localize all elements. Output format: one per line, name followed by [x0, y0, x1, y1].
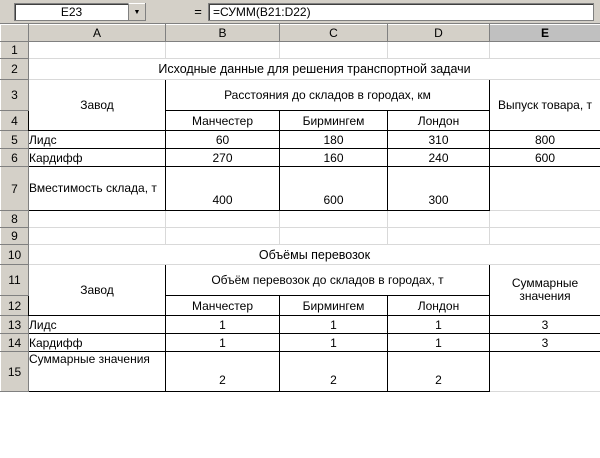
- cell-title-1[interactable]: Исходные данные для решения транспортной задачи: [29, 59, 600, 80]
- cell-d14-volume[interactable]: 1: [388, 334, 490, 352]
- cell-a11-header-factory[interactable]: Завод: [29, 265, 166, 316]
- cell-c5-distance[interactable]: 180: [280, 131, 388, 149]
- column-header-row: [1, 25, 600, 42]
- cell-e13-total[interactable]: 3: [490, 316, 600, 334]
- column-header-e[interactable]: E: [490, 25, 600, 42]
- cell-c12-city-birmingham[interactable]: Бирмингем: [280, 296, 388, 316]
- row-header-11[interactable]: 11: [1, 265, 29, 296]
- row-header-1[interactable]: 1: [1, 42, 29, 59]
- row-header-10[interactable]: 10: [1, 245, 29, 265]
- table-row: [1, 352, 600, 392]
- cell-d15-total[interactable]: 2: [388, 352, 490, 392]
- cell-a14-factory-name[interactable]: Кардифф: [29, 334, 166, 352]
- table-row: [1, 131, 600, 149]
- cell-e8[interactable]: [490, 211, 600, 228]
- row-header-4[interactable]: 4: [1, 111, 29, 131]
- row-header-15[interactable]: 15: [1, 352, 29, 392]
- table-row: [1, 334, 600, 352]
- cell-b4-city-manchester[interactable]: Манчестер: [166, 111, 280, 131]
- cell-e6-output[interactable]: 600: [490, 149, 600, 167]
- cell-b3-header-distance[interactable]: Расстояния до складов в городах, км: [166, 80, 490, 111]
- row-header-2[interactable]: 2: [1, 59, 29, 80]
- cell-c14-volume[interactable]: 1: [280, 334, 388, 352]
- table-row: [1, 42, 600, 59]
- cell-b7-capacity[interactable]: 400: [166, 167, 280, 211]
- cell-a5-factory-name[interactable]: Лидс: [29, 131, 166, 149]
- equals-icon[interactable]: =: [194, 4, 202, 19]
- cell-b6-distance[interactable]: 270: [166, 149, 280, 167]
- table-row: [1, 167, 600, 211]
- cell-d12-city-london[interactable]: Лондон: [388, 296, 490, 316]
- cell-a6-factory-name[interactable]: Кардифф: [29, 149, 166, 167]
- name-box[interactable]: [14, 3, 146, 21]
- row-header-3[interactable]: 3: [1, 80, 29, 111]
- cell-b15-total[interactable]: 2: [166, 352, 280, 392]
- cell-a1[interactable]: [29, 42, 166, 59]
- cell-b1[interactable]: [166, 42, 280, 59]
- cell-a13-factory-name[interactable]: Лидс: [29, 316, 166, 334]
- cell-d6-distance[interactable]: 240: [388, 149, 490, 167]
- cell-d9[interactable]: [388, 228, 490, 245]
- table-row: [1, 245, 600, 265]
- row-header-13[interactable]: 13: [1, 316, 29, 334]
- cell-c15-total[interactable]: 2: [280, 352, 388, 392]
- cell-e11-header-total[interactable]: Суммарные значения: [490, 265, 600, 316]
- formula-input[interactable]: =СУММ(B21:D22): [208, 3, 594, 21]
- name-box-value: E23: [60, 4, 83, 19]
- table-row: [1, 228, 600, 245]
- row-header-7[interactable]: 7: [1, 167, 29, 211]
- cell-d5-distance[interactable]: 310: [388, 131, 490, 149]
- row-header-8[interactable]: 8: [1, 211, 29, 228]
- cell-d8[interactable]: [388, 211, 490, 228]
- cell-e7[interactable]: [490, 167, 600, 211]
- row-header-14[interactable]: 14: [1, 334, 29, 352]
- cell-c1[interactable]: [280, 42, 388, 59]
- cell-b12-city-manchester[interactable]: Манчестер: [166, 296, 280, 316]
- select-all-corner[interactable]: [1, 25, 29, 42]
- cell-c8[interactable]: [280, 211, 388, 228]
- cell-e3-header-output[interactable]: Выпуск товара, т: [490, 80, 600, 131]
- cell-e14-total[interactable]: 3: [490, 334, 600, 352]
- cell-b9[interactable]: [166, 228, 280, 245]
- cell-c9[interactable]: [280, 228, 388, 245]
- cell-b5-distance[interactable]: 60: [166, 131, 280, 149]
- cell-a9[interactable]: [29, 228, 166, 245]
- cell-a7-capacity-label[interactable]: Вместимость склада, т: [29, 167, 166, 211]
- table-row: [1, 80, 600, 111]
- cell-b11-header-volume[interactable]: Объём перевозок до складов в городах, т: [166, 265, 490, 296]
- row-header-5[interactable]: 5: [1, 131, 29, 149]
- column-header-b[interactable]: B: [166, 25, 280, 42]
- cell-a3-header-factory[interactable]: Завод: [29, 80, 166, 131]
- table-row: [1, 265, 600, 296]
- cell-d13-volume[interactable]: 1: [388, 316, 490, 334]
- cell-b14-volume[interactable]: 1: [166, 334, 280, 352]
- table-row: [1, 149, 600, 167]
- cell-c6-distance[interactable]: 160: [280, 149, 388, 167]
- column-header-c[interactable]: C: [280, 25, 388, 42]
- cell-d4-city-london[interactable]: Лондон: [388, 111, 490, 131]
- table-row: [1, 316, 600, 334]
- column-header-a[interactable]: A: [29, 25, 166, 42]
- cell-a15-totals-label[interactable]: Суммарные значения: [29, 352, 166, 392]
- spreadsheet-grid[interactable]: [0, 24, 600, 392]
- cell-e15[interactable]: [490, 352, 600, 392]
- row-header-6[interactable]: 6: [1, 149, 29, 167]
- cell-a8[interactable]: [29, 211, 166, 228]
- sheet-table: [0, 24, 600, 392]
- cell-d1[interactable]: [388, 42, 490, 59]
- cell-title-2[interactable]: Объёмы перевозок: [29, 245, 600, 265]
- cell-c7-capacity[interactable]: 600: [280, 167, 388, 211]
- cell-d7-capacity[interactable]: 300: [388, 167, 490, 211]
- row-header-9[interactable]: 9: [1, 228, 29, 245]
- cell-c13-volume[interactable]: 1: [280, 316, 388, 334]
- cell-e1[interactable]: [490, 42, 600, 59]
- table-row: [1, 59, 600, 80]
- chevron-down-icon[interactable]: ▼: [128, 3, 145, 20]
- cell-c4-city-birmingham[interactable]: Бирмингем: [280, 111, 388, 131]
- cell-e9[interactable]: [490, 228, 600, 245]
- cell-e5-output[interactable]: 800: [490, 131, 600, 149]
- cell-b13-volume[interactable]: 1: [166, 316, 280, 334]
- cell-b8[interactable]: [166, 211, 280, 228]
- row-header-12[interactable]: 12: [1, 296, 29, 316]
- formula-bar: [0, 0, 600, 24]
- column-header-d[interactable]: D: [388, 25, 490, 42]
- table-row: [1, 211, 600, 228]
